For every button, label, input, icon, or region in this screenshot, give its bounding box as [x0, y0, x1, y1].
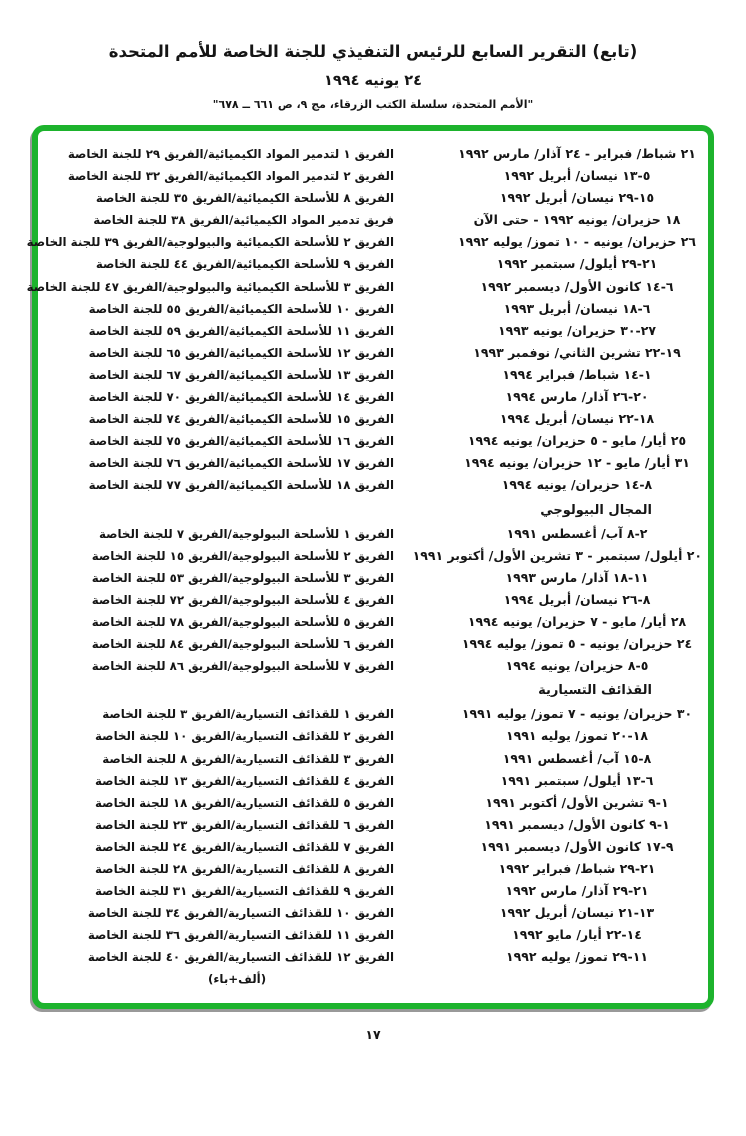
inspection-row: [48, 386, 702, 408]
inspection-row: [48, 814, 702, 836]
inspection-team: الفريق ٣ للأسلحة البيولوجية/الفريق ٥٣ للجنة الخاصة: [91, 570, 394, 585]
section-title: المجال البيولوجي: [540, 502, 652, 518]
inspection-team: الفريق ١ للأسلحة البيولوجية/الفريق ٧ للجنة الخاصة: [98, 526, 394, 541]
inspection-team: الفريق ١ للقذائف التسيارية/الفريق ٣ للجنة الخاصة: [102, 707, 394, 722]
inspection-dates: ١-٩ تشرين الأول/ أكتوبر ١٩٩١: [485, 794, 669, 810]
inspection-team: الفريق ٩ للأسلحة الكيميائية/الفريق ٤٤ للجنة الخاصة: [95, 257, 394, 272]
inspection-team: الفريق ٢ للأسلحة البيولوجية/الفريق ١٥ للجنة الخاصة: [91, 548, 394, 563]
inspection-dates: ١٨ حزيران/ يونيه ١٩٩٢ - حتى الآن: [473, 212, 681, 228]
inspection-dates: ٢١-٢٩ أيلول/ سبتمبر ١٩٩٢: [496, 256, 658, 272]
inspection-team: الفريق ١٤ للأسلحة الكيميائية/الفريق ٧٠ للجنة الخاصة: [88, 390, 394, 405]
inspection-row: [48, 408, 702, 430]
inspection-row: [48, 320, 702, 342]
inspection-dates: ١٥-٢٩ نيسان/ أبريل ١٩٩٢: [499, 190, 655, 206]
inspection-dates: ٨-٢٦ نيسان/ أبريل ١٩٩٤: [503, 591, 651, 607]
inspection-dates: ٢١ شباط/ فبراير - ٢٤ آذار/ مارس ١٩٩٢: [458, 146, 696, 161]
inspection-dates: ٦-١٤ كانون الأول/ ديسمبر ١٩٩٢: [480, 278, 674, 294]
inspection-team: الفريق ٤ للأسلحة البيولوجية/الفريق ٧٢ للجنة الخاصة: [91, 592, 394, 607]
inspection-dates: ٣١ أيار/ مايو - ١٢ حزيران/ يونيه ١٩٩٤: [464, 455, 690, 471]
inspection-row: [48, 792, 702, 814]
inspection-row: [48, 703, 702, 725]
inspection-dates: ١-٩ كانون الأول/ ديسمبر ١٩٩١: [484, 816, 670, 832]
inspection-dates: ٢٧-٣٠ حزيران/ يونيه ١٩٩٣: [497, 322, 656, 338]
inspection-team: الفريق ٢ للأسلحة الكيميائية والبيولوجية/الفريق ٣٩ للجنة الخاصة: [26, 235, 394, 250]
inspection-row: [26, 231, 702, 253]
inspection-dates: ٥-٨ حزيران/ يونيه ١٩٩٤: [505, 658, 649, 674]
inspection-dates: ٣٠ حزيران/ يونيه - ٧ تموز/ يوليه ١٩٩١: [461, 706, 693, 722]
inspection-dates: ١٨-٢٢ نيسان/ أبريل ١٩٩٤: [499, 411, 655, 427]
inspection-team: الفريق ١٨ للأسلحة الكيميائية/الفريق ٧٧ للجنة الخاصة: [88, 478, 394, 493]
inspection-dates: ٥-١٣ نيسان/ أبريل ١٩٩٢: [503, 168, 651, 184]
inspection-team: الفريق ٢ لتدمير المواد الكيميائية/الفريق ٣٢ للجنة الخاصة: [67, 169, 394, 184]
inspection-team: الفريق ٤ للقذائف التسيارية/الفريق ١٣ للجنة الخاصة: [95, 773, 394, 788]
inspection-row: [48, 523, 702, 545]
inspection-row: [48, 187, 702, 209]
inspection-row: [48, 143, 702, 165]
inspection-row: [48, 725, 702, 747]
inspection-row: [48, 902, 702, 924]
inspection-dates: ٢٨ أيار/ مايو - ٧ حزيران/ يونيه ١٩٩٤: [467, 613, 687, 629]
inspection-row: [48, 165, 702, 187]
inspection-team: الفريق ٨ للأسلحة الكيميائية/الفريق ٣٥ للجنة الخاصة: [95, 191, 394, 206]
inspection-team: الفريق ١٦ للأسلحة الكيميائية/الفريق ٧٥ للجنة الخاصة: [88, 434, 394, 449]
section-header-row: [48, 680, 702, 702]
inspection-row: [48, 589, 702, 611]
inspection-team: الفريق ١١ للقذائف التسيارية/الفريق ٣٦ للجنة الخاصة: [87, 928, 394, 943]
inspection-row: [48, 209, 702, 231]
inspection-dates: ١١-١٨ آذار/ مارس ١٩٩٣: [505, 569, 649, 585]
inspection-row: [48, 633, 702, 655]
inspection-row: [48, 342, 702, 364]
inspection-dates: ٦-١٨ نيسان/ أبريل ١٩٩٣: [503, 300, 651, 316]
citation-line: "الأمم المتحدة، سلسلة الكتب الزرقاء، مج ٩، ص ٦٦١ ــ ٦٧٨": [212, 98, 534, 111]
inspection-team: فريق تدمير المواد الكيميائية/الفريق ٣٨ للجنة الخاصة: [93, 213, 394, 228]
inspection-dates: ٢١-٢٩ شباط/ فبراير ١٩٩٢: [498, 861, 656, 876]
inspection-row: [48, 924, 702, 946]
inspection-team: الفريق ٦ للأسلحة البيولوجية/الفريق ٨٤ للجنة الخاصة: [91, 637, 394, 652]
page-title: (تابع) التقرير السابع للرئيس التنفيذي للجنة الخاصة للأمم المتحدة: [108, 42, 638, 61]
document-date: ٢٤ يونيه ١٩٩٤: [324, 73, 422, 89]
inspection-team: الفريق ١٥ للأسلحة الكيميائية/الفريق ٧٤ للجنة الخاصة: [88, 412, 394, 427]
inspection-row: [48, 567, 702, 589]
inspection-team: الفريق ٢ للقذائف التسيارية/الفريق ١٠ للجنة الخاصة: [95, 729, 394, 744]
inspection-dates: ١٣-٢١ نيسان/ أبريل ١٩٩٢: [499, 905, 655, 921]
inspection-team: الفريق ٧ للقذائف التسيارية/الفريق ٢٤ للجنة الخاصة: [95, 839, 394, 854]
inspection-row: [48, 545, 702, 567]
inspection-team: الفريق ٥ للقذائف التسيارية/الفريق ١٨ للجنة الخاصة: [95, 795, 394, 810]
inspection-team: الفريق ١٣ للأسلحة الكيميائية/الفريق ٦٧ للجنة الخاصة: [88, 367, 394, 382]
inspection-dates: ٢١-٢٩ آذار/ مارس ١٩٩٢: [505, 883, 649, 899]
inspection-table: [26, 143, 702, 991]
inspection-row: [48, 748, 702, 770]
inspection-row: [48, 880, 702, 902]
inspection-row: [48, 946, 702, 990]
inspection-dates: ١١-٢٩ تموز/ يوليه ١٩٩٢: [506, 949, 648, 965]
inspection-team: الفريق ٣ للقذائف التسيارية/الفريق ٨ للجنة الخاصة: [102, 751, 394, 766]
inspection-dates: ١٤-٢٢ أيار/ مايو ١٩٩٢: [512, 927, 642, 943]
inspection-row: [48, 858, 702, 880]
inspection-dates: ١-١٤ شباط/ فبراير ١٩٩٤: [502, 366, 652, 382]
inspection-row: [48, 655, 702, 677]
inspection-team: الفريق ٨ للقذائف التسيارية/الفريق ٢٨ للجنة الخاصة: [95, 862, 394, 876]
inspection-row: [48, 364, 702, 386]
inspection-row: [48, 298, 702, 320]
inspection-dates: ١٩-٢٢ تشرين الثاني/ نوفمبر ١٩٩٣: [473, 344, 681, 360]
inspection-row: [48, 253, 702, 275]
inspection-team: الفريق ٦ للقذائف التسيارية/الفريق ٢٣ للجنة الخاصة: [95, 817, 394, 832]
inspection-row: [48, 770, 702, 792]
inspection-dates: ٨-١٤ حزيران/ يونيه ١٩٩٤: [501, 477, 653, 493]
inspection-team: الفريق ١٢ للأسلحة الكيميائية/الفريق ٦٥ للجنة الخاصة: [88, 345, 394, 360]
inspection-team: الفريق ١٠ للقذائف التسيارية/الفريق ٣٤ للجنة الخاصة: [87, 906, 394, 921]
inspection-team: الفريق ١٠ للأسلحة الكيميائية/الفريق ٥٥ للجنة الخاصة: [88, 301, 394, 316]
inspection-dates: ٨-١٥ آب/ أغسطس ١٩٩١: [502, 750, 652, 766]
inspection-row: [48, 836, 702, 858]
inspection-team: الفريق ١ لتدمير المواد الكيميائية/الفريق ٢٩ للجنة الخاصة: [67, 147, 394, 161]
inspection-row: [48, 452, 702, 474]
inspection-dates: ٩-١٧ كانون الأول/ ديسمبر ١٩٩١: [480, 838, 674, 854]
section-header-row: [48, 500, 702, 522]
inspection-dates: ١٨-٢٠ تموز/ يوليه ١٩٩١: [506, 728, 648, 744]
inspection-dates: ٢٠ أيلول/ سبتمبر - ٣ تشرين الأول/ أكتوبر ١٩٩١: [412, 547, 702, 563]
inspection-dates: ٦-١٣ أيلول/ سبتمبر ١٩٩١: [500, 772, 654, 788]
inspection-team: الفريق ٩ للقذائف التسيارية/الفريق ٣١ للجنة الخاصة: [95, 884, 394, 899]
inspection-team: الفريق ١١ للأسلحة الكيميائية/الفريق ٥٩ للجنة الخاصة: [88, 323, 394, 338]
inspection-dates: ٢٠-٢٦ آذار/ مارس ١٩٩٤: [505, 389, 649, 405]
inspection-team: الفريق ٧ للأسلحة البيولوجية/الفريق ٨٦ للجنة الخاصة: [91, 659, 394, 674]
team-note: (ألف+باء): [208, 972, 267, 987]
inspection-team: الفريق ١٢ للقذائف التسيارية/الفريق ٤٠ للجنة الخاصة (ألف+باء): [48, 946, 394, 990]
inspection-team: الفريق ١٧ للأسلحة الكيميائية/الفريق ٧٦ للجنة الخاصة: [88, 456, 394, 471]
highlight-box: [26, 125, 714, 1009]
inspection-dates: ٢٥ أيار/ مايو - ٥ حزيران/ يونيه ١٩٩٤: [467, 433, 687, 449]
inspection-team: الفريق ٣ للأسلحة الكيميائية والبيولوجية/الفريق ٤٧ للجنة الخاصة: [26, 279, 394, 294]
inspection-team: الفريق ٥ للأسلحة البيولوجية/الفريق ٧٨ للجنة الخاصة: [91, 614, 394, 629]
page-number: ١٧: [365, 1027, 381, 1042]
document-header: [0, 0, 746, 111]
inspection-dates: ٢٤ حزيران/ يونيه - ٥ تموز/ يوليه ١٩٩٤: [461, 636, 693, 652]
section-title: القذائف التسيارية: [538, 683, 652, 699]
inspection-row: [48, 430, 702, 452]
inspection-dates: ٢٦ حزيران/ يونيه - ١٠ تموز/ يوليه ١٩٩٢: [458, 234, 696, 250]
inspection-row: [48, 611, 702, 633]
inspection-row: [48, 474, 702, 496]
inspection-row: [26, 276, 702, 298]
inspection-dates: ٢-٨ آب/ أغسطس ١٩٩١: [506, 525, 648, 541]
